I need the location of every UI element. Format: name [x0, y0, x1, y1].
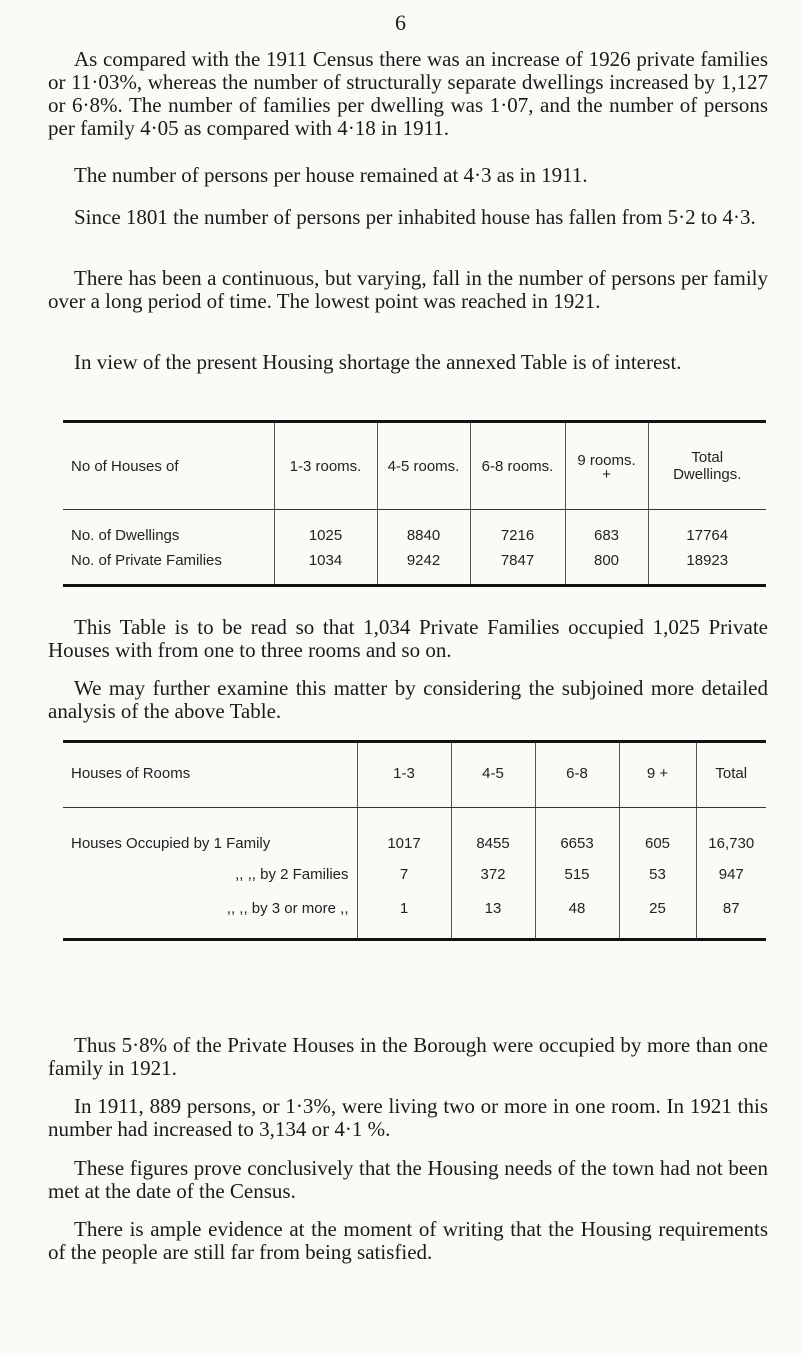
table-cell: 372 [451, 856, 535, 894]
paragraph-text: As compared with the 1911 Census there was an increase of 1926 private families or 11·03%, whereas the number of structurally separate dwellings increased by 1,127 or 6·8%. The number of families per dwelling was 1·07, and the number of persons per family 4·05 as compared with 4·18 in 1911. [48, 47, 768, 140]
table-cell: 1025 [274, 510, 377, 548]
table-cell: 605 [619, 808, 696, 856]
table-cell: 683 [565, 510, 648, 548]
paragraph-text: There has been a continuous, but varying, fall in the number of persons per family over a long period of time. The lowest point was reached in 1921. [48, 266, 768, 313]
paragraph-text: We may further examine this matter by considering the subjoined more detailed analysis of the above Table. [48, 676, 768, 723]
paragraph-since-1801 [48, 206, 768, 229]
table-cell: 7847 [470, 548, 565, 586]
table-header-row [63, 742, 766, 808]
table-cell: 7 [357, 856, 451, 894]
table-cell: 8840 [377, 510, 470, 548]
column-header: Houses of Rooms [63, 742, 357, 808]
row-label: Houses Occupied by 1 Family [71, 834, 271, 852]
table-cell: 53 [619, 856, 696, 894]
paragraph-text: Thus 5·8% of the Private Houses in the Borough were occupied by more than one family in 1921. [48, 1033, 768, 1080]
column-header: 4-5 rooms. [377, 422, 470, 510]
table-cell: 9242 [377, 548, 470, 586]
paragraph-text: Since 1801 the number of persons per inhabited house has fallen from 5·2 to 4·3. [74, 205, 756, 229]
table-header-row [63, 422, 766, 510]
houses-occupied-table [63, 740, 766, 941]
row-label: No. of Private Families [63, 548, 274, 586]
paragraph-table-reading [48, 616, 768, 662]
paragraph-census-comparison [48, 48, 768, 140]
column-header: 4-5 [451, 742, 535, 808]
table-cell: 1 [357, 894, 451, 940]
table-cell: 87 [696, 894, 766, 940]
paragraph-private-houses [48, 1034, 768, 1080]
table-cell: 515 [535, 856, 619, 894]
row-label: ,, ,, by 2 Families [235, 866, 349, 883]
rooms-dwellings-table [63, 420, 766, 587]
table-row [63, 548, 766, 586]
header-line: Total [691, 449, 724, 466]
column-header: 6-8 [535, 742, 619, 808]
paragraph-text: These figures prove conclusively that the Housing needs of the town had not been met at the date of the Census. [48, 1156, 768, 1203]
table-cell: 17764 [648, 510, 766, 548]
paragraph-housing-needs [48, 1157, 768, 1203]
paragraph-persons-per-house [48, 164, 768, 187]
page-number: 6 [395, 10, 406, 35]
table-cell: 18923 [648, 548, 766, 586]
row-label: No. of Dwellings [71, 526, 180, 544]
table-cell: 6653 [535, 808, 619, 856]
paragraph-text: The number of persons per house remained at 4·3 as in 1911. [74, 163, 588, 187]
column-header: No of Houses of [63, 422, 274, 510]
table-cell: 48 [535, 894, 619, 940]
column-header: 6-8 rooms. [470, 422, 565, 510]
paragraph-text: In view of the present Housing shortage the annexed Table is of interest. [74, 350, 682, 374]
paragraph-detailed-analysis [48, 677, 768, 723]
column-header: 9 + [619, 742, 696, 808]
table-cell: 947 [696, 856, 766, 894]
table-cell: 16,730 [696, 808, 766, 856]
column-header [565, 422, 648, 510]
table-cell: 8455 [451, 808, 535, 856]
column-header: Total [696, 742, 766, 808]
row-label: ,, ,, by 3 or more ,, [63, 894, 357, 940]
paragraph-housing-shortage [48, 351, 768, 374]
table-cell: 25 [619, 894, 696, 940]
paragraph-text: There is ample evidence at the moment of writing that the Housing requirements of the people are still far from being satisfied. [48, 1217, 768, 1264]
header-line: Dwellings. [673, 466, 742, 483]
paragraph-ample-evidence [48, 1218, 768, 1264]
table-row [63, 894, 766, 940]
paragraph-persons-per-room [48, 1095, 768, 1141]
table-cell: 13 [451, 894, 535, 940]
table-row [63, 808, 766, 856]
table-row [63, 856, 766, 894]
table-row [63, 510, 766, 548]
table-cell: 7216 [470, 510, 565, 548]
table-cell: 1017 [357, 808, 451, 856]
table-cell: 800 [565, 548, 648, 586]
column-header: 1-3 rooms. [274, 422, 377, 510]
column-header: 1-3 [357, 742, 451, 808]
column-header [648, 422, 766, 510]
paragraph-text: In 1911, 889 persons, or 1·3%, were living two or more in one room. In 1921 this number had increased to 3,134 or 4·1 %. [48, 1094, 768, 1141]
header-line: 9 rooms. [577, 451, 636, 469]
header-line: + [602, 465, 611, 483]
paragraph-continuous-fall [48, 267, 768, 313]
paragraph-text: This Table is to be read so that 1,034 Private Families occupied 1,025 Private Houses with from one to three rooms and so on. [48, 615, 768, 662]
table-cell: 1034 [274, 548, 377, 586]
